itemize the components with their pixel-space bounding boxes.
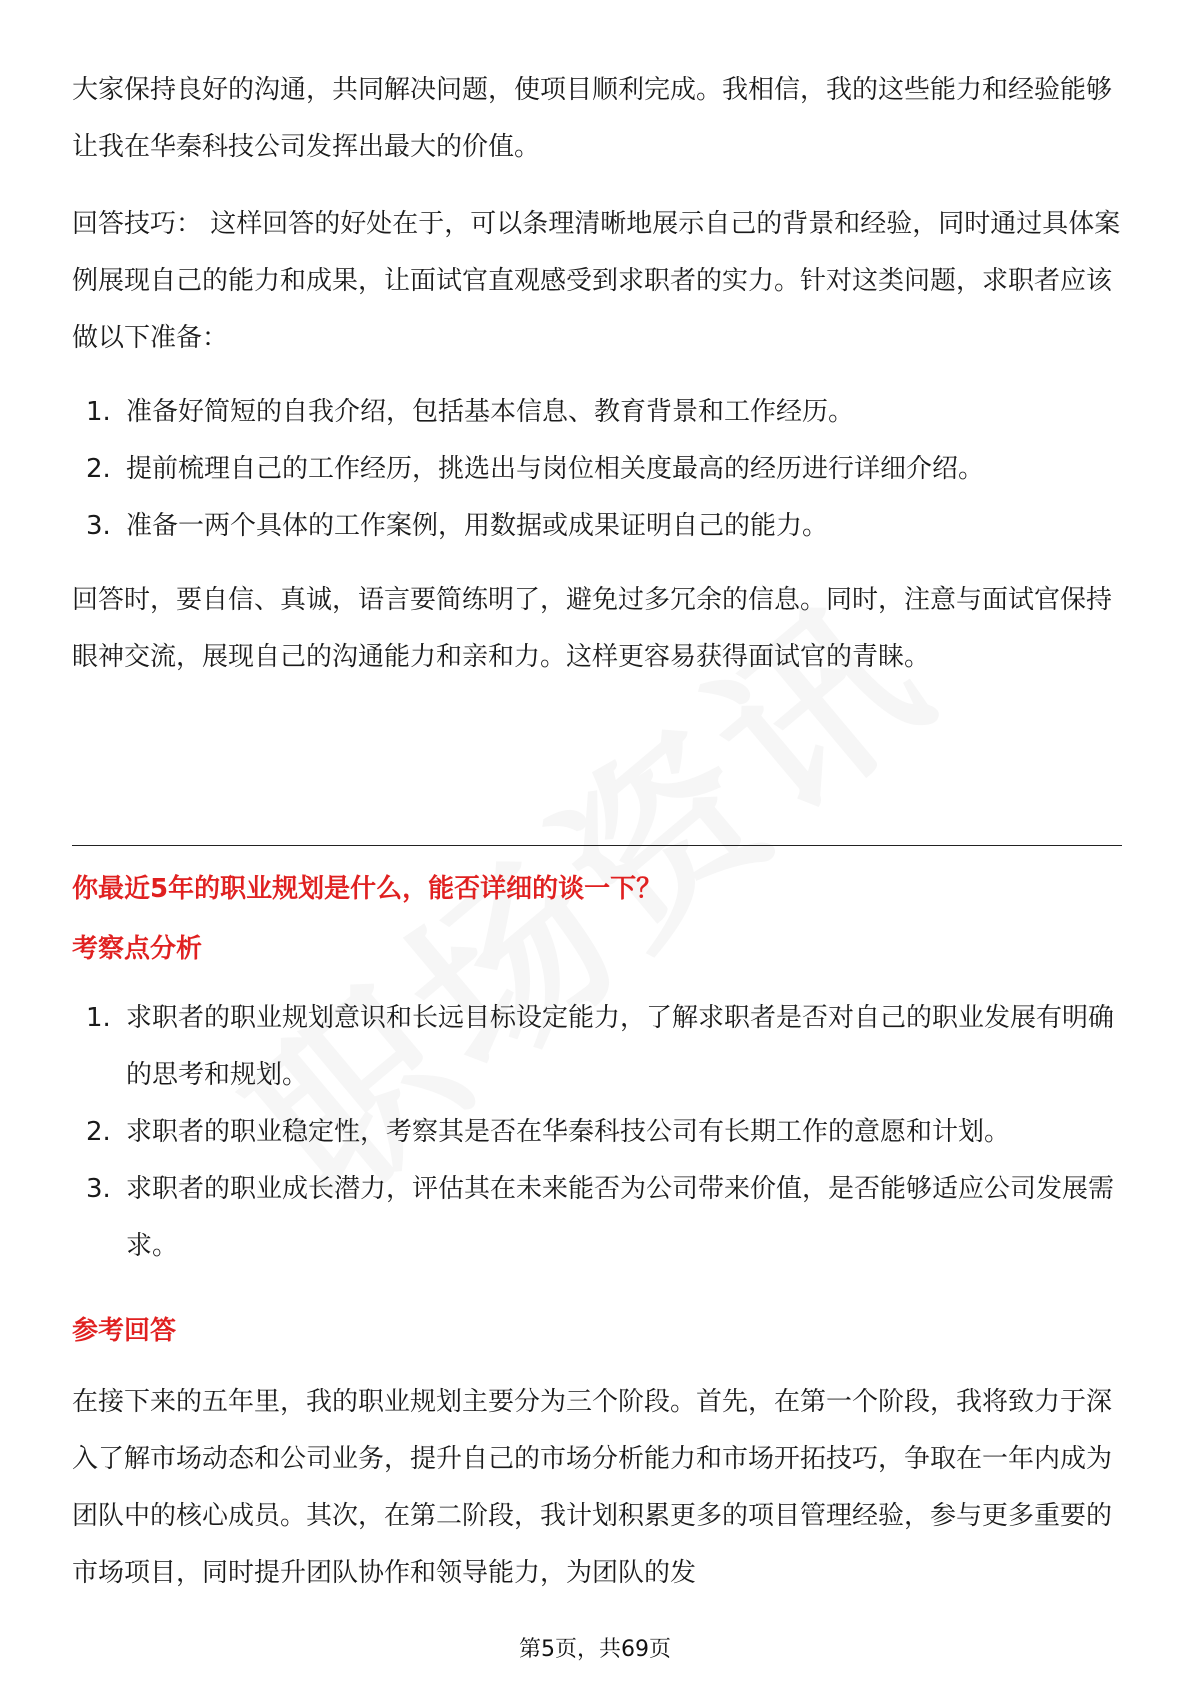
- list-number: 1.: [86, 397, 111, 427]
- tips-paragraph: 回答技巧： 这样回答的好处在于，可以条理清晰地展示自己的背景和经验，同时通过具体案例展现自己的能力和成果，让面试官直观感受到求职者的实力。针对这类问题，求职者应该做以下准备：: [72, 209, 1121, 353]
- page-footer: 第5页，共69页: [519, 1637, 671, 1662]
- closing-paragraph: 回答时，要自信、真诚，语言要简练明了，避免过多冗余的信息。同时，注意与面试官保持眼神交流，展现自己的沟通能力和亲和力。这样更容易获得面试官的青睐。: [72, 585, 1113, 672]
- list-item: [86, 990, 1122, 1104]
- analysis-heading: 考察点分析: [72, 934, 203, 964]
- list-number: 2.: [86, 1117, 111, 1147]
- section-divider: [72, 845, 1122, 846]
- list-item-text: 求职者的职业成长潜力，评估其在未来能否为公司带来价值，是否能够适应公司发展需求。: [126, 1174, 1115, 1261]
- list-item-text: 求职者的职业规划意识和长远目标设定能力，了解求职者是否对自己的职业发展有明确的思考和规划。: [126, 1003, 1115, 1090]
- list-item: [86, 498, 1122, 555]
- list-item: [86, 1161, 1122, 1275]
- list-item: [86, 1104, 1122, 1161]
- list-number: 2.: [86, 454, 111, 484]
- analysis-list: [86, 990, 1122, 1275]
- intro-paragraph: 大家保持良好的沟通，共同解决问题，使项目顺利完成。我相信，我的这些能力和经验能够让我在华秦科技公司发挥出最大的价值。: [72, 75, 1113, 162]
- list-number: 3.: [86, 1174, 111, 1204]
- list-item-text: 提前梳理自己的工作经历，挑选出与岗位相关度最高的经历进行详细介绍。: [126, 454, 985, 484]
- question-title: 你最近5年的职业规划是什么，能否详细的谈一下？: [72, 874, 663, 904]
- list-item: [86, 441, 1122, 498]
- list-number: 3.: [86, 511, 111, 541]
- prep-list: [86, 384, 1122, 555]
- list-item-text: 准备好简短的自我介绍，包括基本信息、教育背景和工作经历。: [126, 397, 855, 427]
- list-item-text: 准备一两个具体的工作案例，用数据或成果证明自己的能力。: [126, 511, 829, 541]
- list-item: [86, 384, 1122, 441]
- list-number: 1.: [86, 1003, 111, 1033]
- answer-paragraph: 在接下来的五年里，我的职业规划主要分为三个阶段。首先，在第一个阶段，我将致力于深入了解市场动态和公司业务，提升自己的市场分析能力和市场开拓技巧，争取在一年内成为团队中的核心成员。其次，在第二阶段，我计划积累更多的项目管理经验，参与更多重要的市场项目，同时提升团队协作和领导能力，为团队的发: [72, 1387, 1113, 1588]
- list-item-text: 求职者的职业稳定性，考察其是否在华秦科技公司有长期工作的意愿和计划。: [126, 1117, 1011, 1147]
- answer-heading: 参考回答: [72, 1316, 177, 1346]
